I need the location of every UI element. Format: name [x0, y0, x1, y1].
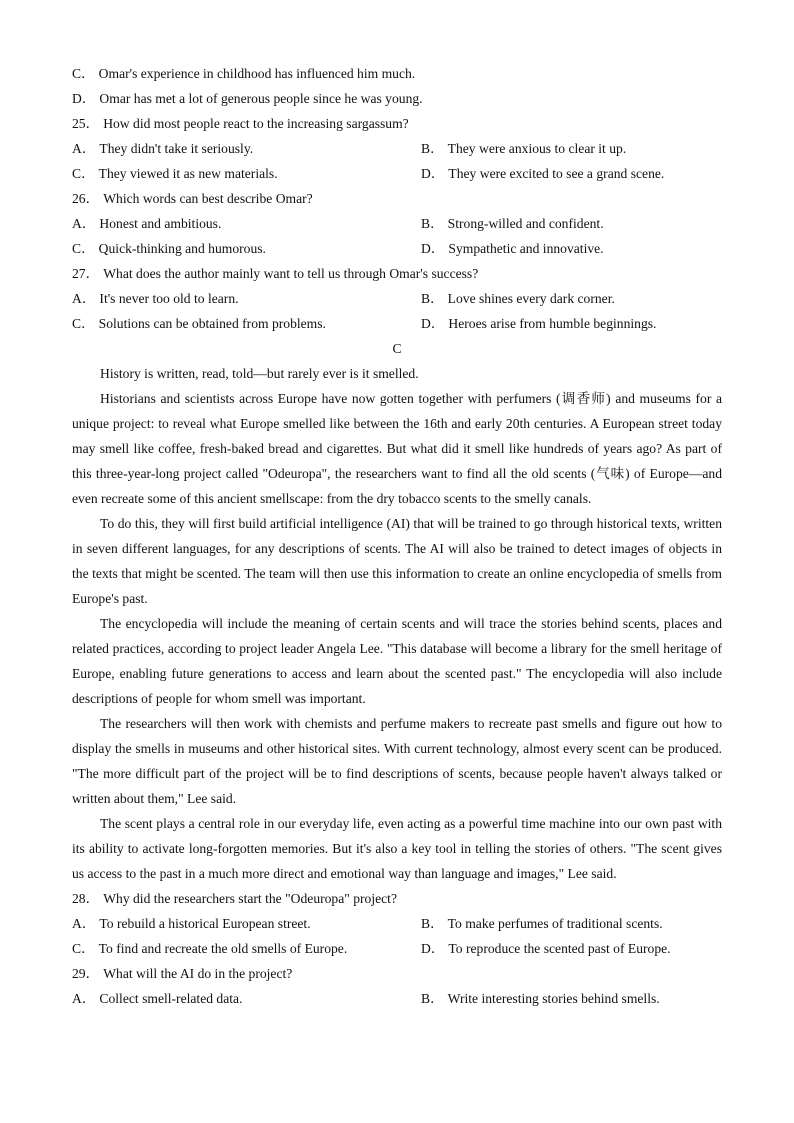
- q27-option-a: [72, 286, 421, 311]
- option-text: Love shines every dark corner.: [447, 291, 615, 306]
- q26-option-d: [421, 236, 722, 261]
- q29-options-row-1: [72, 986, 722, 1011]
- option-letter: A．: [72, 291, 96, 306]
- option-letter: A．: [72, 216, 96, 231]
- q28-option-a: [72, 911, 421, 936]
- q25-option-d: [421, 161, 722, 186]
- q29-option-b: [421, 986, 722, 1011]
- q27-option-c: [72, 311, 421, 336]
- option-letter: B．: [421, 291, 444, 306]
- option-letter: C．: [72, 241, 95, 256]
- passage-paragraph-2: Historians and scientists across Europe have now gotten together with perfumers (调香师) and museums for a unique project: to reveal what Europe smelled like between the 16th and early 20th centuries. A European street today may smell like coffee, fresh-baked bread and cigarettes. But what did it smell like hundreds of years ago? As part of this three-year-long project called "Odeuropa", the researchers want to find all the old scents (气味) of Europe—and even recreate some of this ancient smellscape: from the dry tobacco scents to the smelly canals.: [72, 391, 722, 506]
- option-text: Omar's experience in childhood has influenced him much.: [98, 66, 416, 81]
- q26-option-a: [72, 211, 421, 236]
- q28-options-row-1: [72, 911, 722, 936]
- option-text: Sympathetic and innovative.: [448, 241, 604, 256]
- option-text: Honest and ambitious.: [99, 216, 222, 231]
- option-letter: C．: [72, 66, 95, 81]
- q28-option-b: [421, 911, 722, 936]
- option-text: They were excited to see a grand scene.: [448, 166, 665, 181]
- q28-option-d: [421, 936, 722, 961]
- q26-options-row-2: [72, 236, 722, 261]
- q26-option-b: [421, 211, 722, 236]
- option-letter: C．: [72, 316, 95, 331]
- option-letter: B．: [421, 991, 444, 1006]
- option-letter: B．: [421, 141, 444, 156]
- option-text: Strong-willed and confident.: [447, 216, 604, 231]
- q26-option-c: [72, 236, 421, 261]
- option-letter: B．: [421, 916, 444, 931]
- q29-option-a: [72, 986, 421, 1011]
- option-letter: C．: [72, 166, 95, 181]
- passage-paragraph-4: The encyclopedia will include the meaning of certain scents and will trace the stories behind scents, places and related practices, according to project leader Angela Lee. "This database will become a library for the smell heritage of Europe, enabling future generations to access and learn about the scented past." The encyclopedia will also include descriptions of people for whom smell was important.: [72, 616, 722, 706]
- option-text: It's never too old to learn.: [99, 291, 239, 306]
- question-text: Why did the researchers start the "Odeuropa" project?: [103, 891, 397, 906]
- exam-page: [72, 61, 722, 1011]
- option-text: They didn't take it seriously.: [99, 141, 254, 156]
- option-text: They viewed it as new materials.: [98, 166, 278, 181]
- q25-option-c: [72, 161, 421, 186]
- passage-paragraph-1: History is written, read, told—but rarely ever is it smelled.: [100, 366, 419, 381]
- q24-option-c: [72, 61, 722, 86]
- option-text: Heroes arise from humble beginnings.: [448, 316, 657, 331]
- passage-paragraph-3: To do this, they will first build artificial intelligence (AI) that will be trained to go through historical texts, written in seven different languages, for any descriptions of scents. The AI will also be trained to detect images of objects in the texts that might be scented. The team will then use this information to create an online encyclopedia of smells from Europe's past.: [72, 516, 722, 606]
- passage-label: C: [392, 341, 402, 356]
- q27-option-b: [421, 286, 722, 311]
- q25-option-a: [72, 136, 421, 161]
- question-text: Which words can best describe Omar?: [103, 191, 313, 206]
- question-number: 29．: [72, 966, 100, 981]
- option-letter: D．: [421, 166, 445, 181]
- question-number: 25．: [72, 116, 100, 131]
- question-number: 27．: [72, 266, 100, 281]
- option-letter: D．: [421, 241, 445, 256]
- q27-stem: [72, 261, 722, 286]
- q27-options-row-1: [72, 286, 722, 311]
- q29-stem: [72, 961, 722, 986]
- option-text: To find and recreate the old smells of Europe.: [98, 941, 348, 956]
- option-letter: B．: [421, 216, 444, 231]
- option-text: Collect smell-related data.: [99, 991, 243, 1006]
- q27-options-row-2: [72, 311, 722, 336]
- option-text: Omar has met a lot of generous people since he was young.: [99, 91, 423, 106]
- q26-options-row-1: [72, 211, 722, 236]
- option-text: To rebuild a historical European street.: [99, 916, 311, 931]
- q25-stem: [72, 111, 722, 136]
- question-text: What will the AI do in the project?: [103, 966, 293, 981]
- q28-options-row-2: [72, 936, 722, 961]
- question-number: 28．: [72, 891, 100, 906]
- option-letter: C．: [72, 941, 95, 956]
- q28-option-c: [72, 936, 421, 961]
- q25-options-row-2: [72, 161, 722, 186]
- option-text: Solutions can be obtained from problems.: [98, 316, 326, 331]
- option-letter: A．: [72, 991, 96, 1006]
- q27-option-d: [421, 311, 722, 336]
- q26-stem: [72, 186, 722, 211]
- option-letter: D．: [421, 941, 445, 956]
- passage-paragraph-6: The scent plays a central role in our everyday life, even acting as a powerful time machine into our own past with its ability to activate long-forgotten memories. But it's also a key tool in telling the stories of others. "The scent gives us access to the past in a much more direct and emotional way than language and images," Lee said.: [72, 816, 722, 881]
- q24-option-d: [72, 86, 722, 111]
- option-text: To make perfumes of traditional scents.: [447, 916, 663, 931]
- option-text: Quick-thinking and humorous.: [98, 241, 266, 256]
- option-letter: A．: [72, 141, 96, 156]
- option-text: Write interesting stories behind smells.: [447, 991, 660, 1006]
- question-text: What does the author mainly want to tell us through Omar's success?: [103, 266, 479, 281]
- q25-option-b: [421, 136, 722, 161]
- question-number: 26．: [72, 191, 100, 206]
- option-letter: A．: [72, 916, 96, 931]
- q25-options-row-1: [72, 136, 722, 161]
- passage-paragraph-5: The researchers will then work with chemists and perfume makers to recreate past smells and figure out how to display the smells in museums and other historical sites. With current technology, almost every scent can be produced. "The more difficult part of the project will be to find descriptions of scents, because people haven't always talked or written about them," Lee said.: [72, 716, 722, 806]
- option-letter: D．: [421, 316, 445, 331]
- option-text: To reproduce the scented past of Europe.: [448, 941, 671, 956]
- option-letter: D．: [72, 91, 96, 106]
- option-text: They were anxious to clear it up.: [447, 141, 627, 156]
- question-text: How did most people react to the increasing sargassum?: [103, 116, 409, 131]
- q28-stem: [72, 886, 722, 911]
